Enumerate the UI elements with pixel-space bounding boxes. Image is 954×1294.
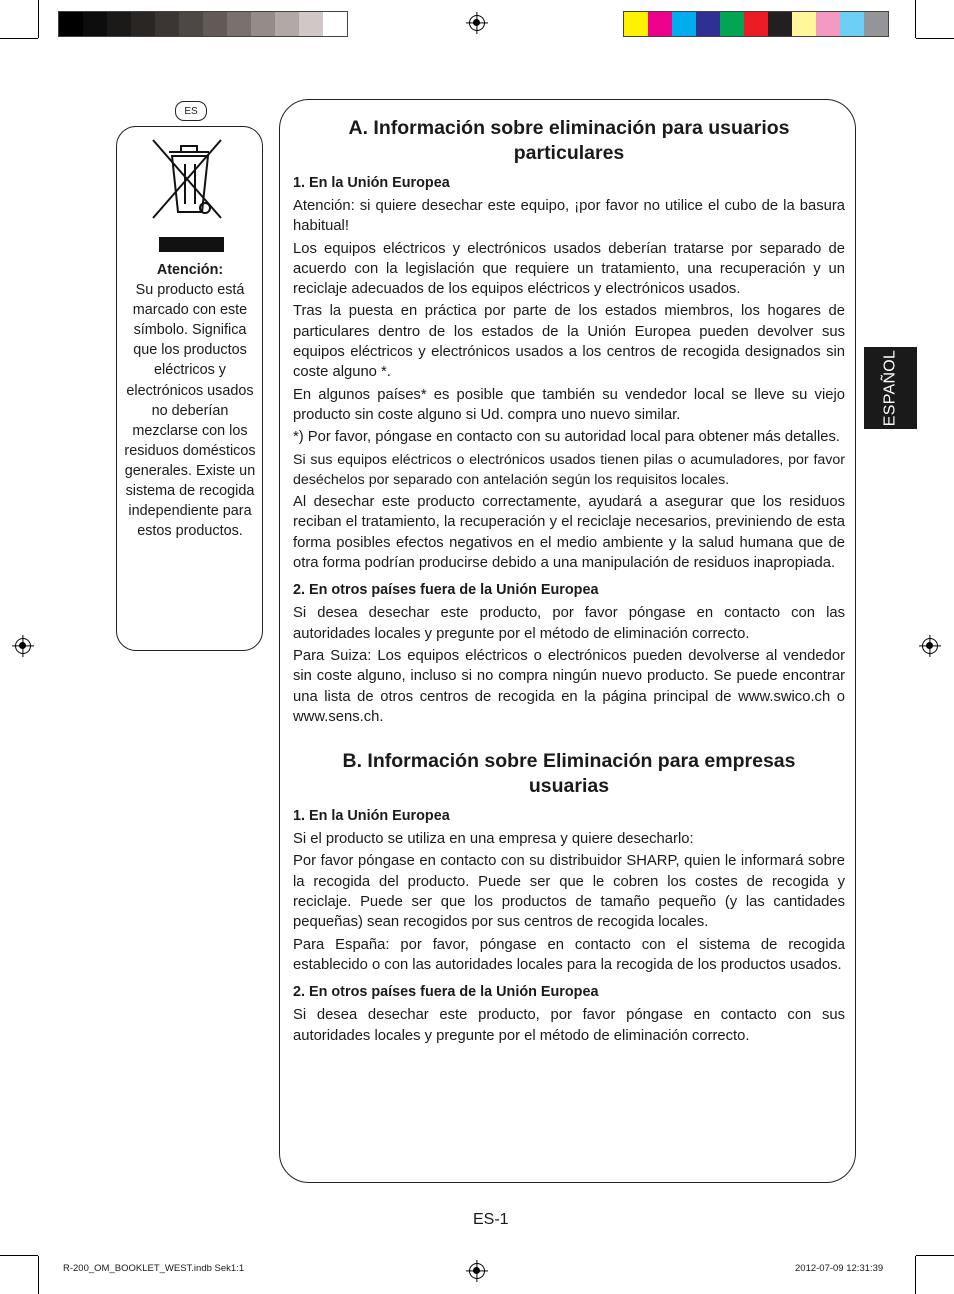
color-swatch	[768, 12, 792, 36]
crop-mark	[0, 38, 38, 39]
crop-mark	[38, 0, 39, 38]
attention-body: Su producto está marcado con este símbolo. Significa que los productos eléctricos y electrónicos usados no deberían mezclarse con los residuos domésticos generales. Existe un sistema de recogida independiente para estos productos.	[124, 282, 256, 540]
color-swatch	[179, 12, 203, 36]
color-swatch	[323, 12, 347, 36]
paragraph: Si el producto se utiliza en una empresa y quiere desecharlo:	[293, 831, 694, 848]
color-swatch	[840, 12, 864, 36]
crop-mark	[915, 1256, 916, 1294]
color-swatch-strip	[623, 11, 889, 37]
color-swatch	[648, 12, 672, 36]
color-swatch	[227, 12, 251, 36]
paragraph: Si sus equipos eléctricos o electrónicos usados tienen pilas o acumuladores, por favor deséchelos por separado con antelación según los requisitos locales.	[293, 451, 845, 488]
section-a-title: A. Información sobre eliminación para usuarios particulares	[348, 117, 790, 164]
crop-mark	[916, 38, 954, 39]
paragraph: Tras la puesta en práctica por parte de los estados miembros, los hogares de particulares dentro de los estados de la Unión Europea pueden devolver sus equipos eléctricos y electrónicos usados a los centros de recogida designados sin coste alguno *.	[293, 303, 845, 381]
color-swatch	[59, 12, 83, 36]
registration-mark-icon	[469, 1263, 485, 1279]
color-swatch	[251, 12, 275, 36]
footer-timestamp: 2012-07-09 12:31:39	[795, 1263, 884, 1274]
color-swatch	[155, 12, 179, 36]
attention-title: Atención:	[156, 262, 224, 278]
crop-mark	[38, 1256, 39, 1294]
color-swatch	[696, 12, 720, 36]
crop-mark	[916, 1255, 954, 1256]
language-tab-label: ESPAÑOL	[881, 349, 899, 427]
section-a-subheading-eu: 1. En la Unión Europea	[293, 175, 450, 191]
footer-filename: R-200_OM_BOOKLET_WEST.indb Sek1:1	[63, 1263, 245, 1274]
attention-note	[122, 260, 258, 541]
paragraph: Para Suiza: Los equipos eléctricos o electrónicos pueden devolverse al vendedor sin coste alguno, incluso si no compra ningún nuevo producto. Se puede encontrar una lista de otros centros de recogida en la página principal de www.swico.ch o www.sens.ch.	[293, 647, 845, 725]
section-b-subheading-non-eu: 2. En otros países fuera de la Unión Europea	[293, 984, 599, 1001]
color-swatch	[203, 12, 227, 36]
section-a-subheading-non-eu: 2. En otros países fuera de la Unión Europea	[293, 582, 599, 599]
paragraph: Por favor póngase en contacto con su distribuidor SHARP, quien le informará sobre la recogida del producto. Puede ser que le cobren los costes de recogida y reciclaje. Puede ser que los productos de tamaño pequeño (y las cantidades pequeñas) sean recogidos por sus centros de recogida locales.	[293, 853, 845, 931]
separator-bar	[159, 237, 224, 252]
registration-mark-icon	[469, 15, 485, 31]
color-swatch	[792, 12, 816, 36]
crop-mark	[0, 1255, 38, 1256]
paragraph: Si desea desechar este producto, por favor póngase en contacto con las autoridades locales y pregunte por el método de eliminación correcto.	[293, 605, 845, 642]
color-swatch	[624, 12, 648, 36]
paragraph: Si desea desechar este producto, por favor póngase en contacto con sus autoridades locales y pregunte por el método de eliminación correcto.	[293, 1007, 845, 1044]
color-swatch	[744, 12, 768, 36]
registration-mark-icon	[15, 638, 31, 654]
color-swatch	[720, 12, 744, 36]
color-swatch	[83, 12, 107, 36]
paragraph: Para España: por favor, póngase en contacto con el sistema de recogida establecido o con las autoridades locales para la recogida de los productos usados.	[293, 936, 845, 973]
crop-mark	[915, 0, 916, 38]
page-number: ES-1	[473, 1211, 509, 1228]
color-swatch	[275, 12, 299, 36]
color-swatch	[299, 12, 323, 36]
color-swatch	[864, 12, 888, 36]
color-swatch	[107, 12, 131, 36]
language-side-tab	[864, 347, 917, 429]
crossed-out-wheelie-bin-icon	[147, 134, 227, 224]
language-badge: ES	[175, 101, 207, 121]
color-swatch	[672, 12, 696, 36]
gray-swatch-strip	[58, 11, 348, 37]
main-content	[293, 108, 845, 1048]
paragraph: En algunos países* es posible que también su vendedor local se lleve su viejo producto sin coste alguno si Ud. compra uno nuevo similar.	[293, 386, 845, 423]
paragraph: Atención: si quiere desechar este equipo, ¡por favor no utilice el cubo de la basura habitual!	[293, 198, 845, 235]
section-b-subheading-eu: 1. En la Unión Europea	[293, 808, 450, 825]
paragraph: *) Por favor, póngase en contacto con su autoridad local para obtener más detalles.	[293, 429, 841, 446]
paragraph: Los equipos eléctricos y electrónicos usados deberían tratarse por separado de acuerdo con la legislación que requiere un tratamiento, una recuperación y un reciclaje adecuados de los equipos eléctricos y electrónicos usados.	[293, 240, 845, 298]
paragraph: Al desechar este producto correctamente, ayudará a asegurar que los residuos reciban el tratamiento, la recuperación y el reciclaje necesarios, previniendo de esta forma posibles efectos negativos en el medio ambiente y la salud humana que de otra forma podrían producirse debido a una manipulación de residuos inapropiada.	[293, 494, 845, 572]
color-swatch	[131, 12, 155, 36]
color-swatch	[816, 12, 840, 36]
section-b-title: B. Información sobre Eliminación para empresas usuarias	[342, 750, 796, 798]
registration-mark-icon	[922, 638, 938, 654]
